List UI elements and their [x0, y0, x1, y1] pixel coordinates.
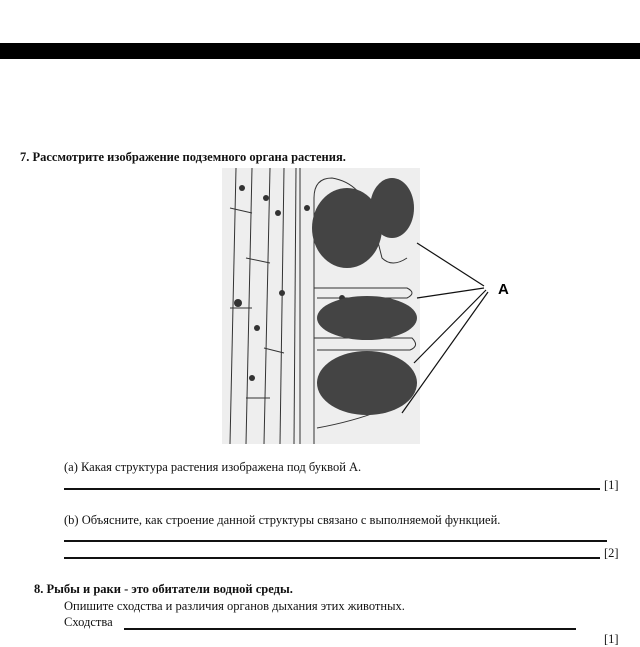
- answer-line-7b-1[interactable]: [64, 540, 607, 542]
- question-8-title: 8. Рыбы и раки - это обитатели водной среды.: [34, 582, 293, 596]
- answer-line-similarities[interactable]: [124, 628, 576, 630]
- top-black-band: [0, 43, 640, 59]
- similarities-label: Сходства: [64, 615, 113, 629]
- question-7b-text: (b) Объясните, как строение данной структуры связано с выполняемой функцией.: [64, 513, 501, 527]
- answer-line-7b-2[interactable]: [64, 557, 600, 559]
- mark-7b: [2]: [604, 546, 619, 560]
- mark-8: [1]: [604, 632, 619, 646]
- root-cell-diagram: [222, 168, 512, 444]
- answer-line-7a[interactable]: [64, 488, 600, 490]
- mark-7a: [1]: [604, 478, 619, 492]
- question-8-prompt: Опишите сходства и различия органов дыхания этих животных.: [64, 599, 405, 613]
- question-7-title: 7. Рассмотрите изображение подземного органа растения.: [20, 150, 346, 164]
- question-7a-text: (a) Какая структура растения изображена под буквой А.: [64, 460, 362, 474]
- label-a: A: [498, 281, 509, 298]
